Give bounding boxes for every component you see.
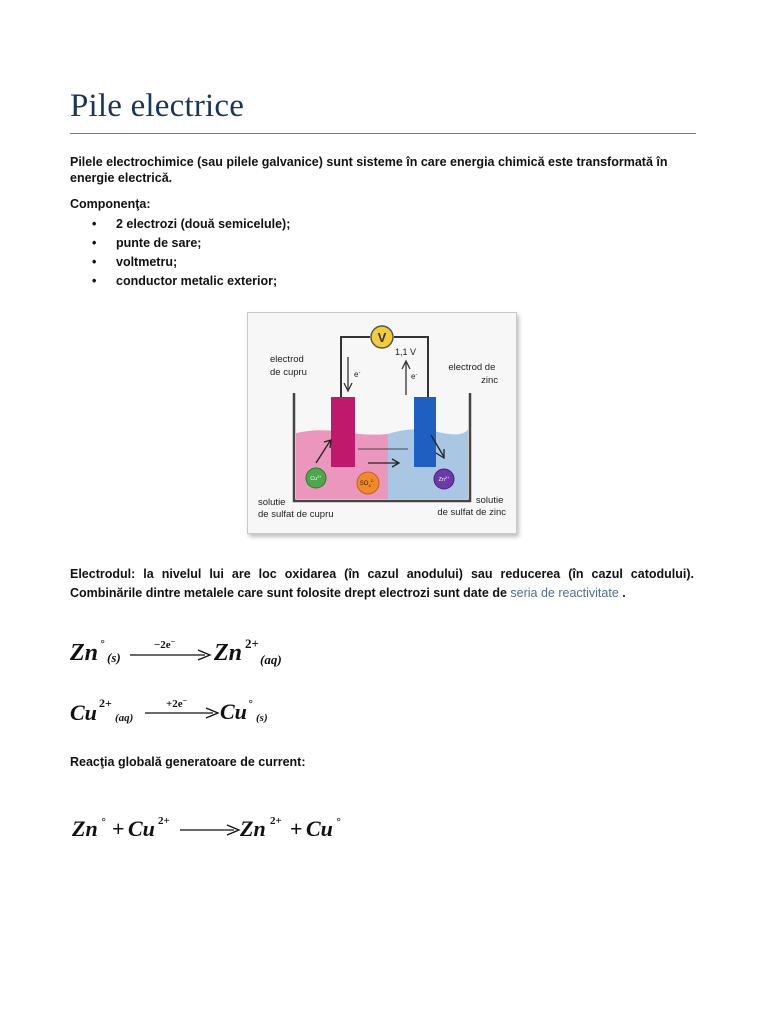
list-item: • voltmetru; xyxy=(90,253,290,272)
eq3-term2: Cu xyxy=(128,816,155,841)
so4-ion-icon xyxy=(357,472,379,494)
svg-text:2+: 2+ xyxy=(158,815,170,827)
eq3-term3: Zn xyxy=(240,816,266,841)
eq1-rhs: Zn xyxy=(214,640,243,666)
eq1-arrow-label: −2e− xyxy=(154,637,176,651)
reactivity-series-link[interactable]: seria de reactivitate xyxy=(510,586,619,600)
copper-solution-label: solutie de sulfat de cupru xyxy=(258,497,334,520)
svg-text:2+: 2+ xyxy=(270,815,282,827)
electron-label-right: e- xyxy=(411,372,418,381)
svg-text:2+: 2+ xyxy=(245,636,259,651)
intro-paragraph xyxy=(70,154,698,186)
svg-text:°: ° xyxy=(336,816,341,828)
zinc-electrode-label: electrod de zinc xyxy=(448,362,498,386)
bullet-icon: • xyxy=(92,236,97,250)
svg-text:(aq): (aq) xyxy=(260,652,282,667)
eq3-term4: Cu xyxy=(306,816,333,841)
galvanic-cell-figure xyxy=(247,312,517,534)
zinc-solution-label: solutie de sulfat de zinc xyxy=(437,495,506,518)
svg-text:(s): (s) xyxy=(107,650,121,665)
svg-text:V: V xyxy=(377,330,387,345)
voltage-label: 1,1 V xyxy=(395,347,417,357)
svg-text:°: ° xyxy=(100,638,105,650)
electrode-paragraph: Electrodul: la nivelul lui are loc oxidarea (în cazul anodului) sau reducerea (în cazul catodului). Combinările dintre metalele care sunt folosite drept electrozi sunt date de seria de reactivitate . xyxy=(70,567,694,600)
eq2-lhs: Cu xyxy=(70,700,97,725)
zinc-rod xyxy=(414,397,436,467)
bullet-icon: • xyxy=(92,255,97,269)
equation-zinc-oxidation xyxy=(70,630,310,674)
page-title: Pile electrice xyxy=(70,88,245,124)
svg-text:SO42-: $SO_4^{2-}$ xyxy=(359,478,375,488)
components-heading: Componenţa: xyxy=(70,197,151,211)
galvanic-cell-diagram xyxy=(248,313,516,533)
svg-text:(aq): (aq) xyxy=(115,712,134,724)
eq2-rhs: Cu xyxy=(220,699,247,724)
equation-global-reaction xyxy=(70,806,360,850)
copper-electrode-label: electrod de cupru xyxy=(270,354,307,378)
svg-text:2+: 2+ xyxy=(99,696,112,710)
equation-copper-reduction xyxy=(70,690,310,734)
eq1-lhs: Zn xyxy=(70,640,99,666)
svg-text:°: ° xyxy=(248,698,253,710)
svg-text:°: ° xyxy=(101,816,106,828)
svg-text:Cu2+: $Cu^{2+}$ xyxy=(310,474,322,482)
bullet-icon: • xyxy=(92,217,97,231)
eq2-arrow-label: +2e− xyxy=(166,696,188,710)
electron-label-left: e- xyxy=(354,370,361,379)
zn-ion-icon xyxy=(434,469,454,489)
svg-text:(s): (s) xyxy=(256,712,268,724)
cu-ion-icon xyxy=(306,468,326,488)
svg-text:+: + xyxy=(290,816,303,841)
components-list xyxy=(90,215,290,291)
list-item: • 2 electrozi (două semicelule); xyxy=(90,215,290,234)
list-item: • punte de sare; xyxy=(90,234,290,253)
eq3-term1: Zn xyxy=(72,816,98,841)
copper-rod xyxy=(331,397,355,467)
voltmeter-icon xyxy=(371,326,393,348)
list-item: • conductor metalic exterior; xyxy=(90,272,290,291)
svg-text:+: + xyxy=(112,816,125,841)
bullet-icon: • xyxy=(92,274,97,288)
title-underline xyxy=(70,133,696,134)
global-reaction-label: Reacţia globală generatoare de current: xyxy=(70,755,306,769)
intro-text: Pilele electrochimice (sau pilele galvanice) sunt sisteme în care energia chimică este transformată în energie electrică. xyxy=(70,155,668,185)
svg-text:Zn2+: $Zn^{2+}$ xyxy=(438,475,450,483)
